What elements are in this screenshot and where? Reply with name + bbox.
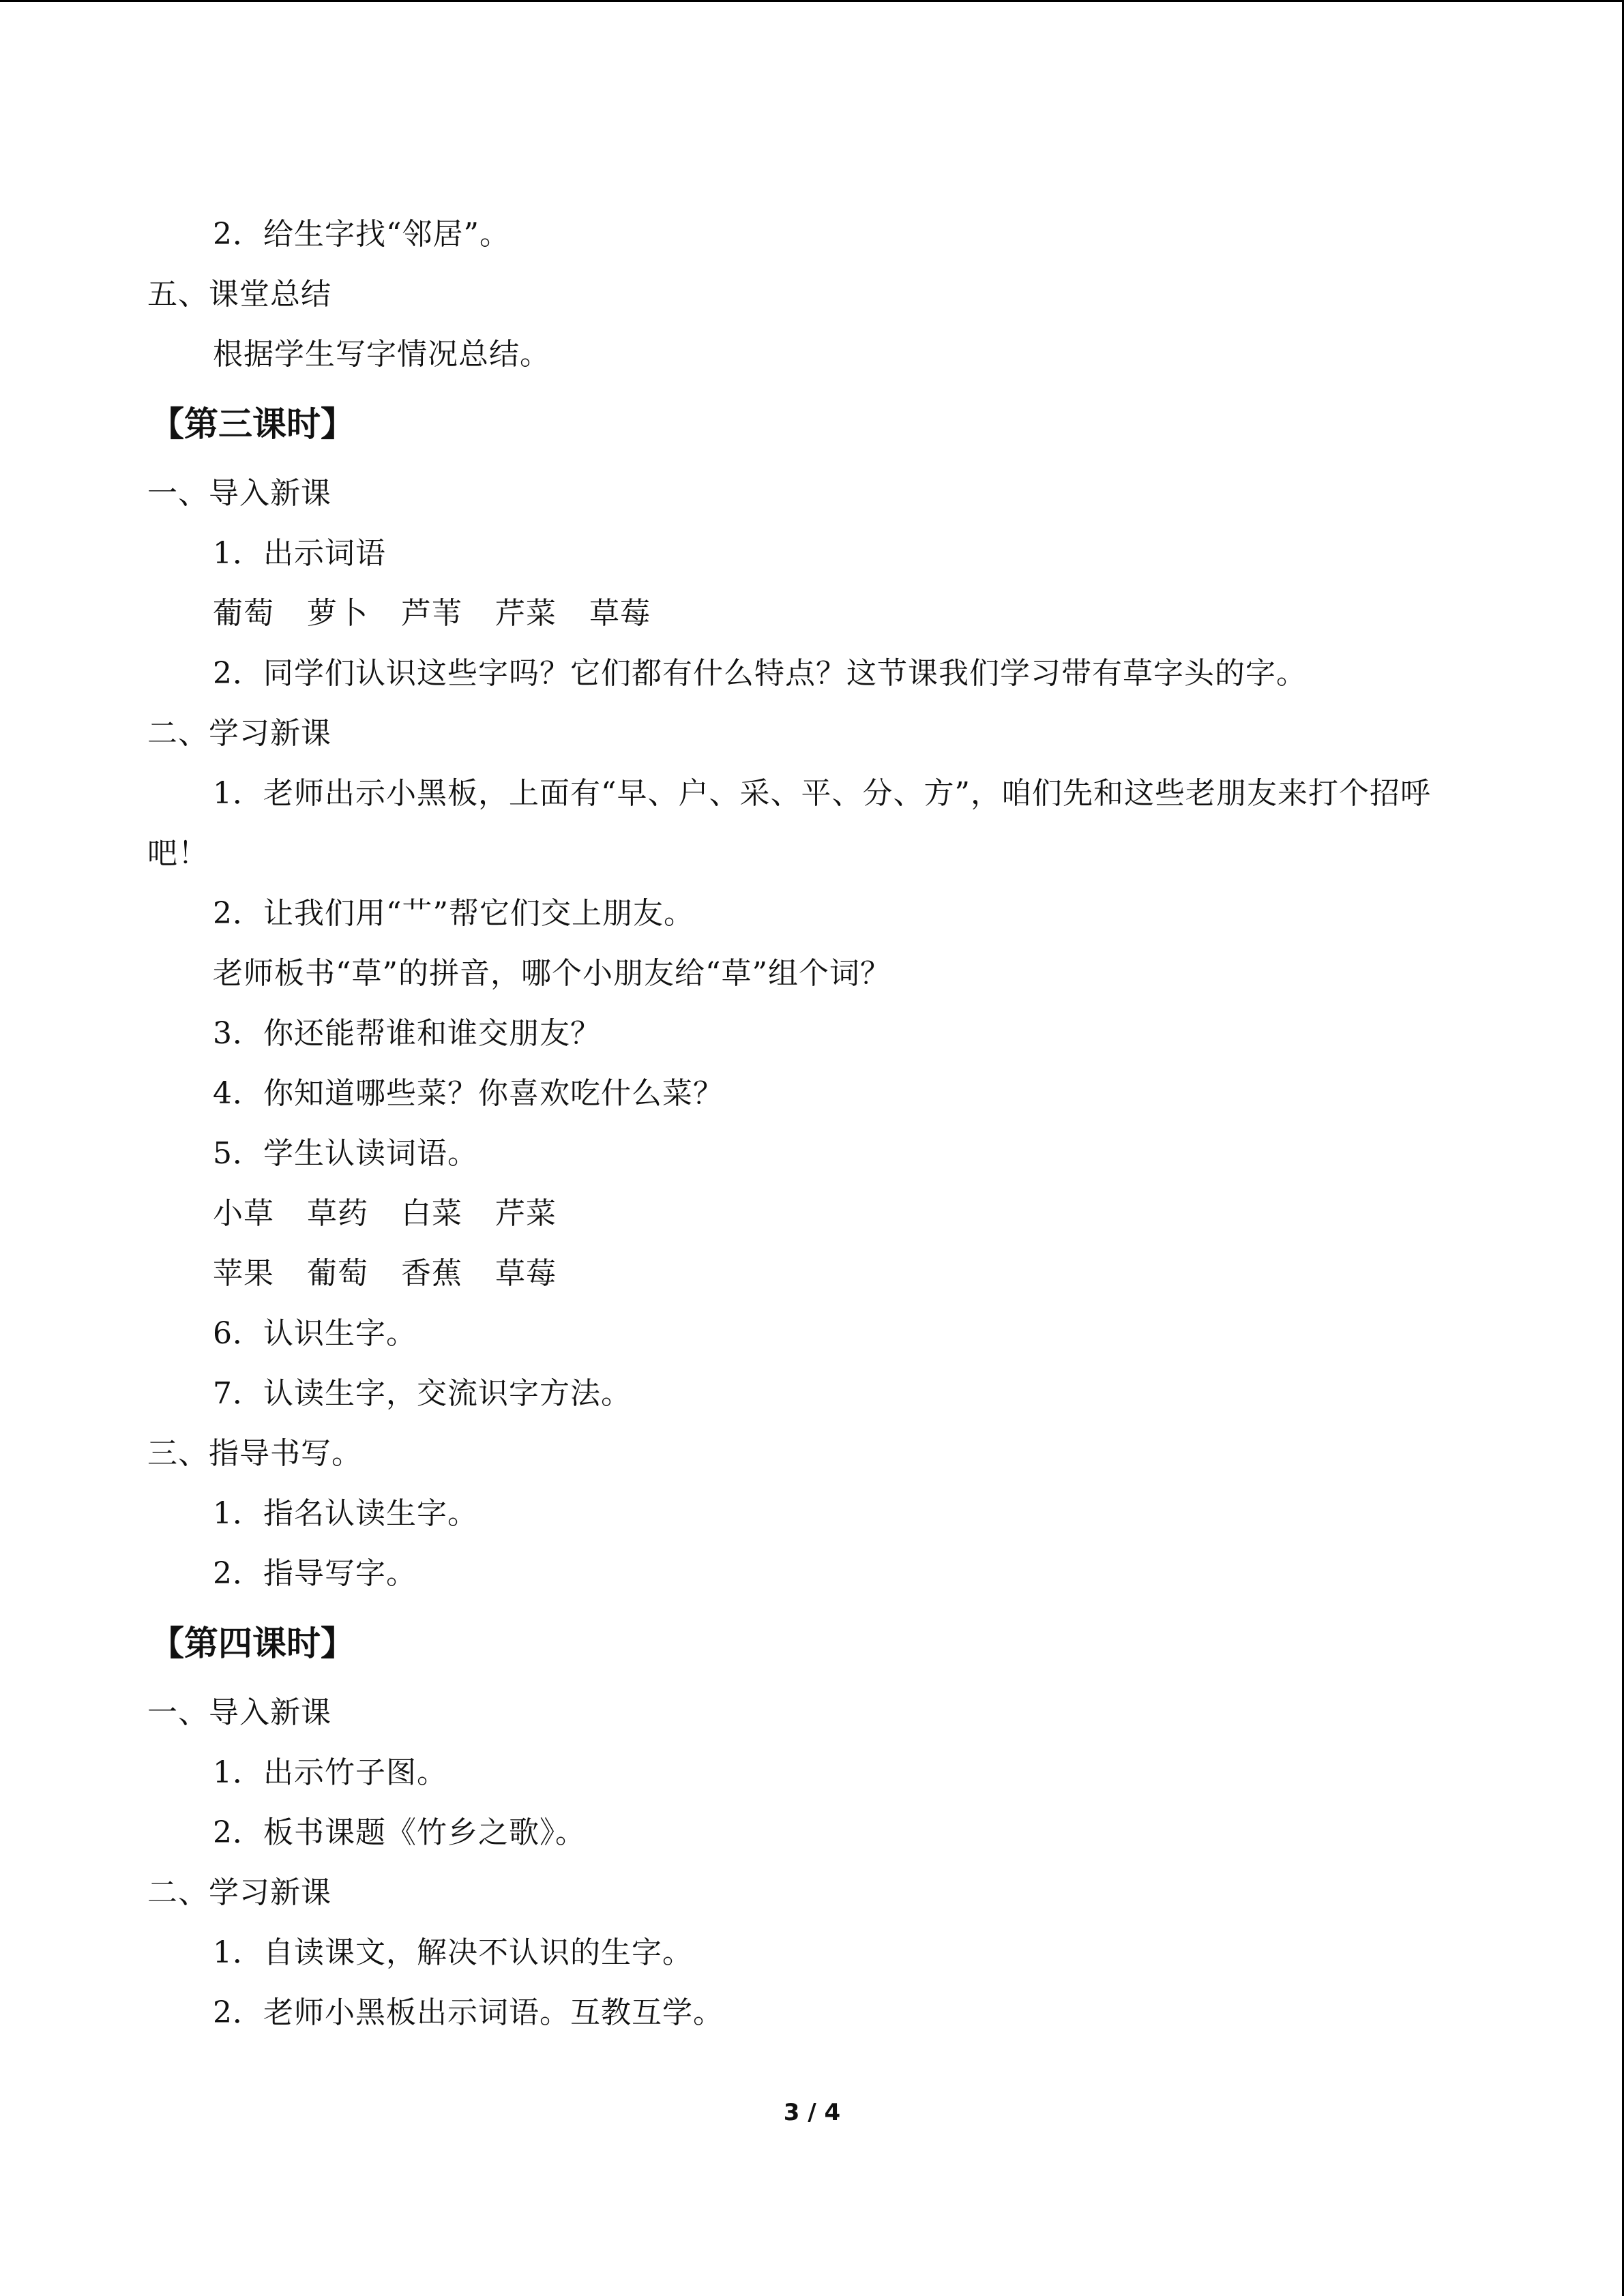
list-item: 2．让我们用“艹”帮它们交上朋友。 xyxy=(213,896,694,931)
section-title: 一、导入新课 xyxy=(147,476,331,511)
word-item: 萝卜 xyxy=(307,596,368,631)
list-item: 1．出示词语 xyxy=(213,536,386,571)
list-item: 3．你还能帮谁和谁交朋友？ xyxy=(213,1016,601,1051)
list-item: 2．老师小黑板出示词语。互教互学。 xyxy=(213,1995,724,2030)
word-item: 白菜 xyxy=(401,1196,462,1231)
list-item: 6．认识生字。 xyxy=(213,1316,417,1351)
page-border-top xyxy=(0,0,1624,2)
word-item: 芦苇 xyxy=(401,596,462,631)
paragraph: 1．老师出示小黑板，上面有“早、户、采、平、分、方”，咱们先和这些老朋友来打个招呼吧！ xyxy=(147,776,1431,871)
word-item: 葡萄 xyxy=(307,1256,368,1291)
word-item: 葡萄 xyxy=(213,596,274,631)
list-item: 根据学生写字情况总结。 xyxy=(213,337,550,372)
list-item: 7．认读生字，交流识字方法。 xyxy=(213,1376,632,1411)
section-title: 三、指导书写。 xyxy=(147,1436,362,1471)
section-title: 二、学习新课 xyxy=(147,716,331,751)
word-item: 芹菜 xyxy=(495,1196,557,1231)
list-item: 4．你知道哪些菜？你喜欢吃什么菜？ xyxy=(213,1076,724,1111)
list-item: 2．给生字找“邻居”。 xyxy=(213,217,510,252)
lesson-heading: 【第三课时】 xyxy=(150,404,355,444)
list-item: 1．出示竹子图。 xyxy=(213,1755,447,1790)
list-item: 老师板书“草”的拼音，哪个小朋友给“草”组个词？ xyxy=(213,956,891,991)
word-item: 芹菜 xyxy=(495,596,557,631)
list-item: 1．指名认读生字。 xyxy=(213,1496,478,1531)
word-item: 苹果 xyxy=(213,1256,274,1291)
word-item: 草药 xyxy=(307,1196,368,1231)
lesson-heading: 【第四课时】 xyxy=(150,1624,355,1663)
list-item: 2．同学们认识这些字吗？它们都有什么特点？这节课我们学习带有草字头的字。 xyxy=(213,656,1307,691)
page-number: 3 / 4 xyxy=(783,2099,841,2126)
word-item: 香蕉 xyxy=(401,1256,462,1291)
section-title: 二、学习新课 xyxy=(147,1875,331,1910)
document-body xyxy=(147,205,1477,2043)
list-item: 1．自读课文，解决不认识的生字。 xyxy=(213,1935,693,1970)
list-item: 5．学生认读词语。 xyxy=(213,1136,478,1171)
list-item: 2．指导写字。 xyxy=(213,1556,417,1591)
word-item: 草莓 xyxy=(495,1256,557,1291)
word-list xyxy=(147,1184,1477,1244)
section-title: 一、导入新课 xyxy=(147,1695,331,1730)
word-list xyxy=(147,584,1477,644)
word-item: 小草 xyxy=(213,1196,274,1231)
word-list xyxy=(147,1244,1477,1304)
section-title: 五、课堂总结 xyxy=(147,277,331,312)
list-item: 2．板书课题《竹乡之歌》。 xyxy=(213,1815,586,1850)
word-item: 草莓 xyxy=(589,596,651,631)
